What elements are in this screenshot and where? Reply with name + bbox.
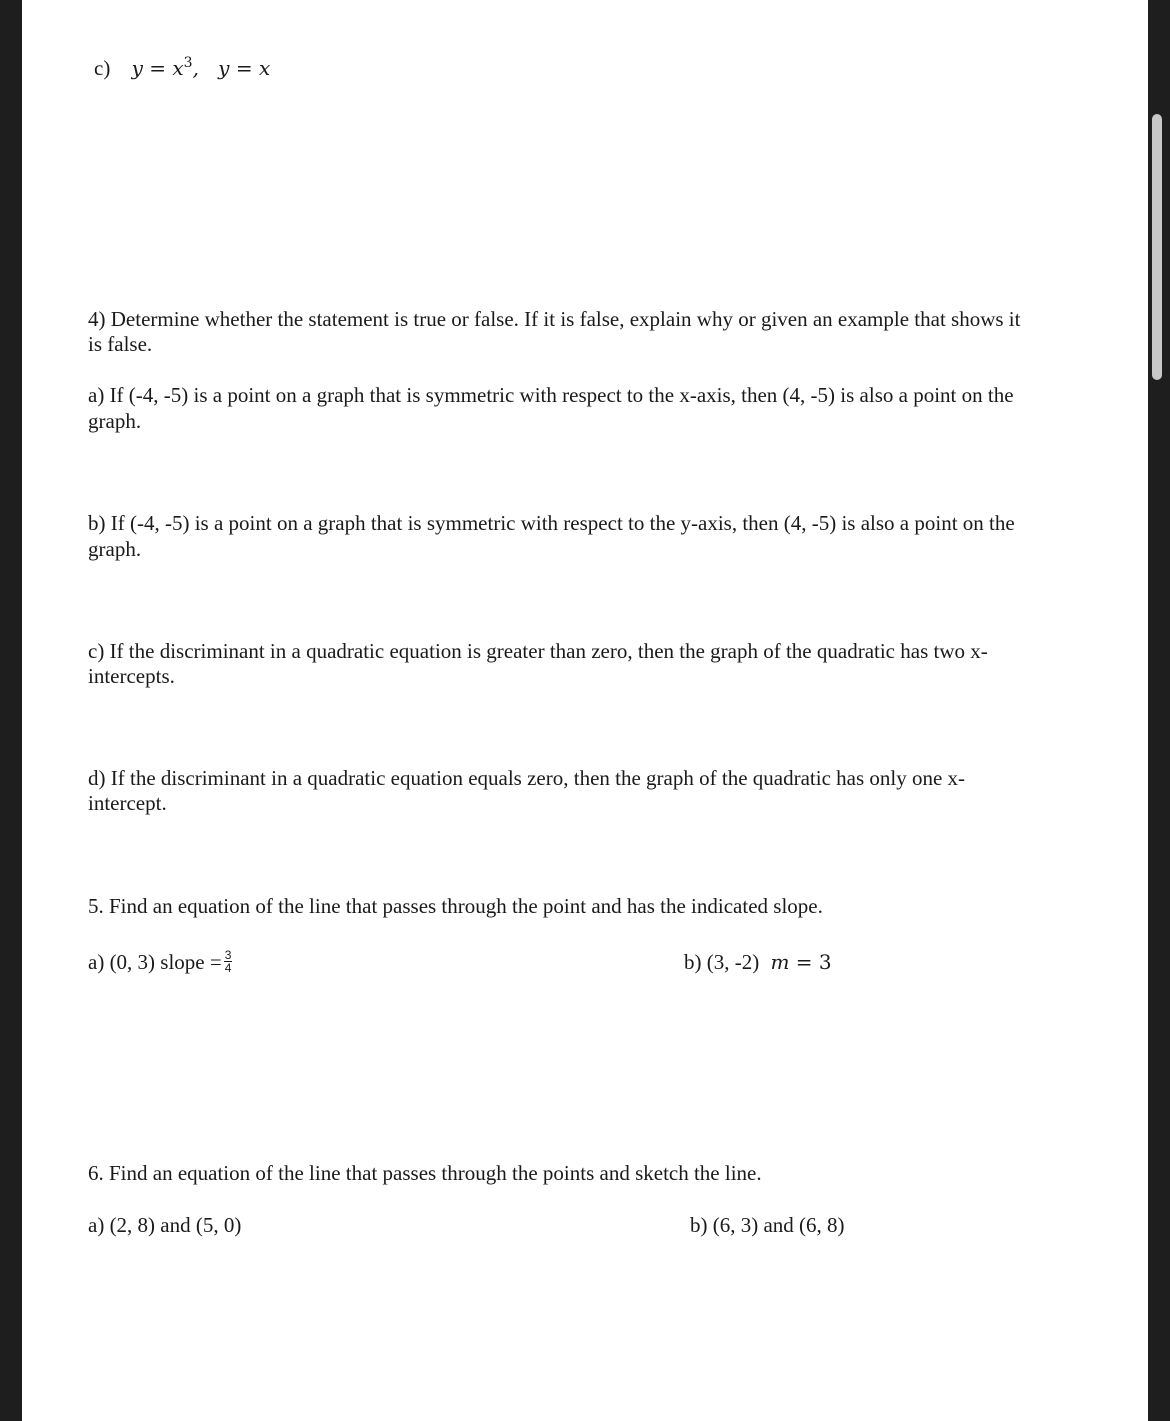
q3c-separator: , [192,56,199,80]
q3c-eq1-exponent: 3 [183,55,193,71]
q5a-slope-numerator: 3 [224,947,232,962]
q5b-slope-value: = 3 [789,950,832,974]
q4d-line2: intercept. [88,791,167,815]
q4a-line1: a) If (-4, -5) is a point on a graph that is symmetric with respect to the x-axis, then (4, -5) is also a point on the [88,383,1014,407]
q3c-eq1: y = x [131,56,184,80]
q6a-line: a) (2, 8) and (5, 0) [88,1213,242,1237]
q5a-line [88,949,232,977]
q5b-slope-symbol: m [770,950,790,974]
q5b-line [684,949,832,975]
q4d-line1: d) If the discriminant in a quadratic equation equals zero, then the graph of the quadratic has only one x- [88,766,966,790]
q4b-line2: graph. [88,537,142,561]
q3c-eq2: y = x [218,56,271,80]
q6-prompt: 6. Find an equation of the line that passes through the points and sketch the line. [88,1161,762,1185]
q5a-slope-denominator: 4 [224,960,232,975]
q5a-text: a) (0, 3) slope = [88,950,222,974]
scrollbar-thumb[interactable] [1152,114,1162,380]
q3c-line [94,50,270,81]
q3c-label: c) [94,56,111,80]
document-page [22,0,1148,1421]
q4c-line2: intercepts. [88,664,175,688]
q6b-line: b) (6, 3) and (6, 8) [690,1213,845,1237]
q5b-text: b) (3, -2) [684,950,760,974]
q4b-line1: b) If (-4, -5) is a point on a graph that is symmetric with respect to the y-axis, then (4, -5) is also a point on the [88,511,1015,535]
q5-prompt: 5. Find an equation of the line that passes through the point and has the indicated slope. [88,894,823,918]
q4c-line1: c) If the discriminant in a quadratic equation is greater than zero, then the graph of the quadratic has two x- [88,639,988,663]
q4-prompt-line1: 4) Determine whether the statement is true or false. If it is false, explain why or given an example that shows it [88,307,1021,331]
q4a-line2: graph. [88,409,142,433]
q4-prompt-line2: is false. [88,332,153,356]
q5a-slope-fraction [224,949,233,974]
